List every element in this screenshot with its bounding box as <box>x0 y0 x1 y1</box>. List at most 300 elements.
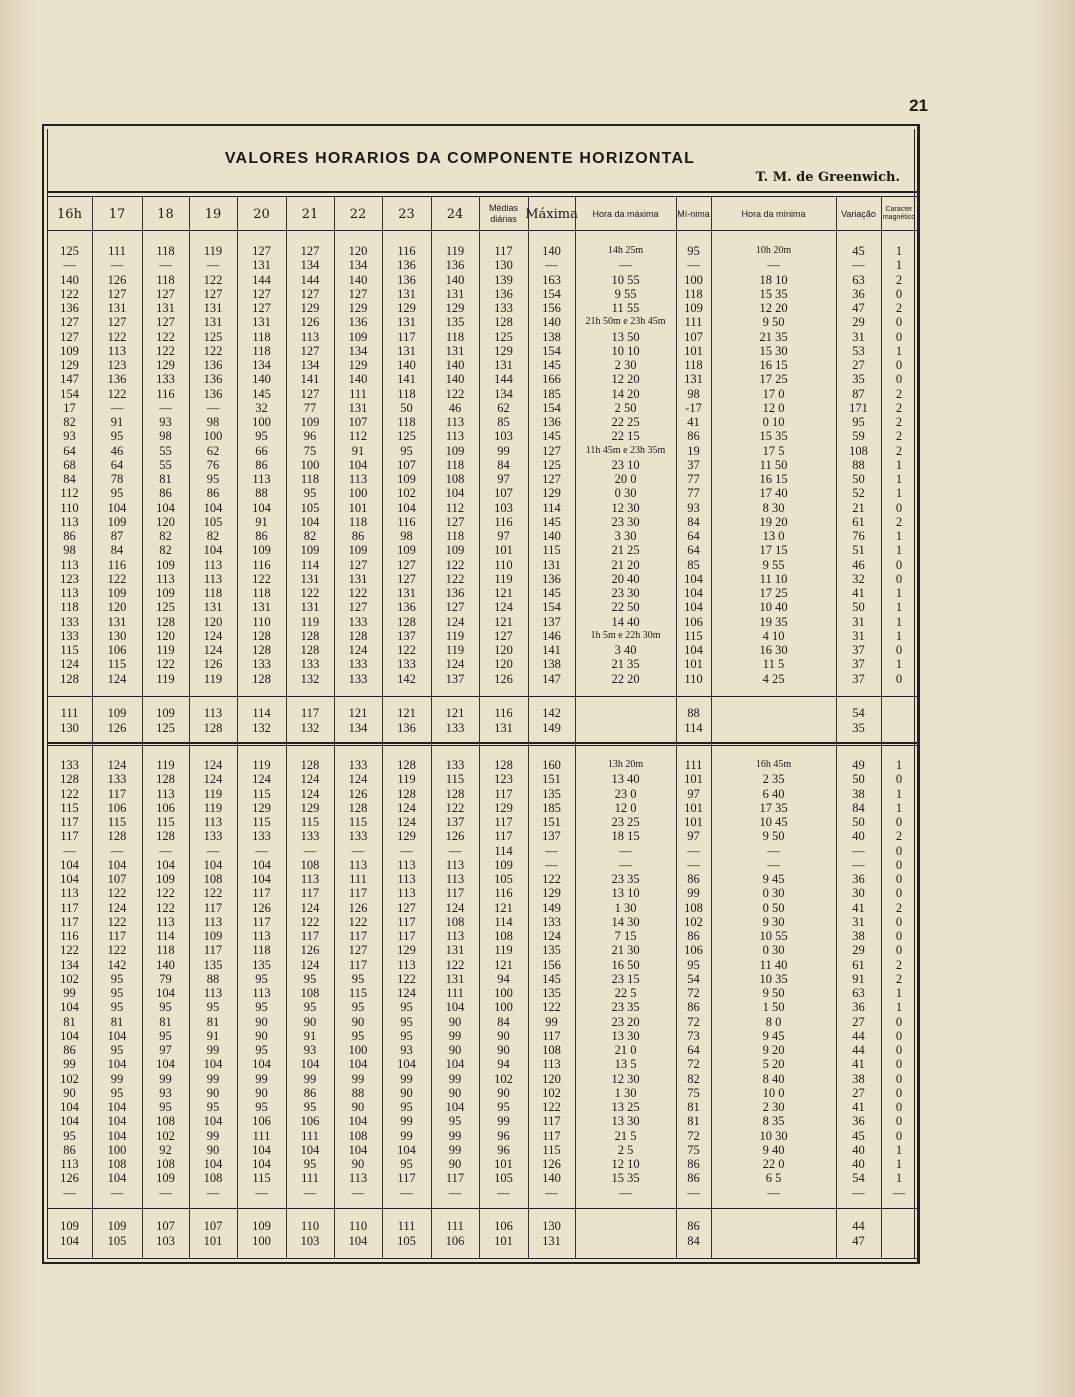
table-cell: 121 <box>494 957 513 972</box>
table-cell: 90 <box>255 1085 268 1100</box>
table-cell: 111 <box>301 1128 319 1143</box>
table-cell: 31 <box>852 628 865 643</box>
table-cell: 95 <box>255 971 268 986</box>
table-cell: 105 <box>107 1234 127 1248</box>
table-cell: 108 <box>203 1171 223 1186</box>
column-header: 20 <box>253 206 270 222</box>
table-cell: 113 <box>203 986 223 1000</box>
table-cell: 0 <box>895 1028 903 1043</box>
table-cell: 117 <box>542 1114 561 1129</box>
table-cell: 21 25 <box>611 543 640 558</box>
table-cell: 129 <box>445 301 465 315</box>
table-cell: 110 <box>252 614 271 629</box>
table-cell: 1 <box>895 543 903 558</box>
table-cell: 113 <box>397 957 416 972</box>
table-cell: 111 <box>301 1171 319 1186</box>
table-cell: 136 <box>397 272 416 287</box>
table-cell: 108 <box>107 1157 127 1171</box>
table-cell: 104 <box>107 1028 127 1043</box>
table-cell: 54 <box>687 971 700 986</box>
table-cell: 136 <box>60 301 79 315</box>
table-cell: 109 <box>397 472 416 486</box>
table-cell: 106 <box>684 614 703 629</box>
table-cell: 140 <box>156 957 175 972</box>
table-cell: 78 <box>110 472 124 486</box>
table-cell: 1 <box>895 1000 903 1015</box>
table-cell: 104 <box>156 986 175 1000</box>
table-cell: 3 30 <box>614 529 637 543</box>
table-cell: 100 <box>494 986 513 1000</box>
table-cell: 126 <box>60 1171 79 1186</box>
table-cell: 135 <box>542 986 561 1000</box>
table-cell: 98 <box>63 543 76 558</box>
table-cell: 47 <box>852 1234 865 1248</box>
table-cell: 9 50 <box>762 829 785 844</box>
table-cell: 133 <box>156 372 175 387</box>
table-cell: 17 0 <box>762 386 785 401</box>
table-cell: 95 <box>400 1028 413 1043</box>
table-cell: — <box>767 857 780 872</box>
table-cell: 117 <box>494 815 513 829</box>
table-cell: 7 15 <box>614 929 637 943</box>
table-cell: 15 35 <box>759 429 788 444</box>
table-cell: 151 <box>542 815 561 829</box>
table-cell: 102 <box>684 914 703 929</box>
table-cell: 99 <box>206 1128 220 1143</box>
table-cell: 109 <box>494 857 513 872</box>
table-cell: 40 <box>852 1142 865 1157</box>
table-cell: 41 <box>852 586 865 600</box>
table-cell: 132 <box>300 721 320 735</box>
table-cell: 102 <box>60 971 79 986</box>
table-cell: 125 <box>156 600 175 615</box>
table-cell: 104 <box>300 514 320 529</box>
table-cell: — <box>545 258 558 273</box>
table-cell: 142 <box>397 671 416 686</box>
table-cell: — <box>303 843 317 858</box>
table-cell: 122 <box>107 386 127 401</box>
table-cell: 127 <box>348 557 368 572</box>
table-cell: 122 <box>60 786 79 801</box>
table-cell: 140 <box>445 358 465 372</box>
table-cell: 27 <box>852 1085 865 1100</box>
table-cell: 63 <box>852 986 865 1000</box>
table-cell: 113 <box>60 557 79 572</box>
table-cell: 103 <box>494 429 513 444</box>
table-cell: 2 <box>895 272 903 287</box>
table-cell: 101 <box>684 815 703 829</box>
table-cell: 50 <box>852 472 865 486</box>
table-cell: 0 <box>895 643 903 657</box>
table-cell: — <box>892 1185 906 1200</box>
table-cell: 0 <box>895 1128 903 1143</box>
table-cell: 117 <box>397 914 416 929</box>
table-cell: 86 <box>63 1043 76 1057</box>
table-cell: 120 <box>203 614 223 629</box>
table-cell: 73 <box>687 1028 700 1043</box>
table-cell: 86 <box>351 529 365 543</box>
table-cell: 77 <box>687 486 700 501</box>
table-cell: — <box>159 843 172 858</box>
table-cell: 95 <box>852 415 865 429</box>
table-cell: 32 <box>255 400 268 415</box>
rule-line <box>47 1258 917 1259</box>
table-cell: 14h 25m <box>607 245 644 256</box>
table-cell: 134 <box>494 386 513 401</box>
table-cell: 16 30 <box>759 643 788 657</box>
table-cell: 140 <box>445 372 465 387</box>
table-cell: 113 <box>348 472 368 486</box>
table-cell: 109 <box>107 706 127 720</box>
table-cell: 19 20 <box>759 514 788 529</box>
table-cell: 101 <box>684 772 703 787</box>
table-cell: 121 <box>397 706 416 720</box>
table-cell: 115 <box>107 657 127 672</box>
table-cell: 149 <box>542 900 561 915</box>
table-cell: 126 <box>252 900 271 915</box>
table-cell: 72 <box>687 986 700 1000</box>
table-cell: 20 40 <box>611 571 640 586</box>
table-cell: 122 <box>445 957 465 972</box>
table-cell: 96 <box>497 1128 510 1143</box>
table-cell: 140 <box>542 529 561 543</box>
table-cell: 144 <box>252 272 271 287</box>
table-cell: 118 <box>156 943 175 958</box>
table-cell: 23 20 <box>611 1014 640 1029</box>
table-cell: 113 <box>348 857 368 872</box>
table-cell: 115 <box>348 986 368 1000</box>
column-header: Caracter magnético <box>882 206 916 221</box>
table-cell: 14 30 <box>611 914 640 929</box>
table-cell: 95 <box>110 429 124 444</box>
table-cell: — <box>619 258 632 273</box>
table-cell: 134 <box>60 957 79 972</box>
table-cell: 62 <box>497 400 510 415</box>
table-cell: 22 5 <box>614 986 637 1000</box>
table-cell: 46 <box>448 400 462 415</box>
table-cell: 0 30 <box>762 943 785 958</box>
table-cell: 127 <box>156 315 175 330</box>
table-cell: 131 <box>300 571 320 586</box>
table-cell: 10 55 <box>759 929 788 943</box>
table-cell: 136 <box>397 600 416 615</box>
table-cell: — <box>687 258 700 273</box>
table-cell: 17 5 <box>762 443 785 458</box>
table-cell: 102 <box>494 1071 513 1086</box>
table-cell: 0 <box>895 1085 903 1100</box>
table-cell: 127 <box>107 286 127 301</box>
table-cell: 119 <box>445 643 465 657</box>
table-cell: 91 <box>206 1028 220 1043</box>
table-cell: 111 <box>108 244 126 258</box>
table-cell: 129 <box>348 358 368 372</box>
table-cell: 104 <box>252 1157 271 1171</box>
table-cell: 81 <box>159 472 172 486</box>
table-cell: 95 <box>255 429 268 444</box>
table-cell: 124 <box>252 772 271 787</box>
table-cell: 122 <box>252 571 271 586</box>
table-cell: 133 <box>107 772 127 787</box>
table-cell: 131 <box>156 301 175 315</box>
table-cell: 16 15 <box>759 472 788 486</box>
table-cell: 100 <box>494 1000 513 1015</box>
table-cell: 97 <box>687 786 700 801</box>
table-cell: 95 <box>303 1000 317 1015</box>
table-cell: 109 <box>300 415 320 429</box>
table-cell: 118 <box>252 343 271 358</box>
table-cell: 131 <box>445 343 465 358</box>
table-cell: 154 <box>542 343 561 358</box>
table-cell: 49 <box>852 758 865 772</box>
table-cell: 95 <box>255 1100 268 1114</box>
table-cell: 105 <box>203 514 223 529</box>
rule-line <box>47 696 917 697</box>
table-cell: 86 <box>206 486 220 501</box>
table-cell: 118 <box>684 286 703 301</box>
table-cell: 140 <box>445 272 465 287</box>
table-cell: 133 <box>397 657 416 672</box>
table-cell: 13h 20m <box>607 759 644 770</box>
table-cell: 138 <box>542 329 561 344</box>
column-header: 21 <box>301 206 319 222</box>
table-cell: 88 <box>351 1085 365 1100</box>
table-cell: 1h 5m e 22h 30m <box>590 629 661 641</box>
table-cell: 121 <box>494 614 513 629</box>
table-cell: 104 <box>397 1057 416 1072</box>
table-cell: 0 <box>895 843 903 858</box>
table-cell: 84 <box>497 1014 510 1029</box>
table-cell: 129 <box>252 800 271 815</box>
column-header: Variação <box>841 208 876 219</box>
table-cell: 77 <box>303 400 317 415</box>
table-cell: 117 <box>107 929 127 943</box>
table-cell: 55 <box>159 457 172 472</box>
table-cell: 127 <box>542 443 561 458</box>
table-cell: 108 <box>684 900 703 915</box>
table-cell: 124 <box>300 900 320 915</box>
table-cell: — <box>255 843 268 858</box>
table-cell: 114 <box>252 706 271 720</box>
table-cell: 4 25 <box>762 671 785 686</box>
table-cell: 61 <box>852 514 865 529</box>
table-cell: 128 <box>397 786 416 801</box>
table-cell: 81 <box>206 1014 220 1029</box>
column-header: Máxima <box>525 206 578 222</box>
table-cell: 127 <box>397 571 416 586</box>
table-cell: 86 <box>687 872 700 886</box>
table-cell: 10 10 <box>611 343 640 358</box>
table-cell: 135 <box>542 786 561 801</box>
table-cell: 126 <box>203 657 223 672</box>
table-title: VALORES HORARIOS DA COMPONENTE HORIZONTAL <box>224 150 696 167</box>
table-cell: 125 <box>397 429 416 444</box>
table-cell: 137 <box>542 829 561 844</box>
table-cell: 107 <box>397 457 416 472</box>
table-cell: 127 <box>397 557 416 572</box>
table-cell: 126 <box>348 900 368 915</box>
table-cell: — <box>852 258 865 273</box>
table-cell: 95 <box>110 971 124 986</box>
table-cell: 79 <box>159 971 172 986</box>
table-cell: 12 30 <box>611 1071 640 1086</box>
table-cell: 113 <box>156 571 175 586</box>
table-cell: 72 <box>687 1014 700 1029</box>
table-cell: 133 <box>60 758 79 772</box>
table-cell: 122 <box>107 943 127 958</box>
table-cell: 98 <box>687 386 700 401</box>
table-cell: 52 <box>852 486 865 501</box>
table-cell: -17 <box>685 400 702 415</box>
table-cell: 137 <box>445 815 465 829</box>
table-cell: 112 <box>348 429 368 444</box>
table-cell: 104 <box>203 1057 223 1072</box>
table-cell: 109 <box>60 343 79 358</box>
table-cell: 0 <box>895 671 903 686</box>
table-cell: 109 <box>156 706 175 720</box>
table-cell: 101 <box>494 543 513 558</box>
table-cell: 16 50 <box>611 957 640 972</box>
table-cell: 118 <box>203 586 223 600</box>
table-cell: 113 <box>397 857 416 872</box>
table-cell: 95 <box>400 1100 413 1114</box>
table-cell: 113 <box>60 1157 79 1171</box>
table-cell: 117 <box>252 914 271 929</box>
table-cell: 111 <box>252 1128 271 1143</box>
rule-line <box>47 196 917 197</box>
table-cell: 127 <box>252 286 271 301</box>
table-cell: 119 <box>156 643 175 657</box>
table-cell: 108 <box>156 1114 175 1129</box>
table-cell: — <box>545 857 558 872</box>
table-cell: 2 <box>895 400 903 415</box>
table-cell: 126 <box>300 943 320 958</box>
table-cell: 0 <box>895 1057 903 1072</box>
table-cell: 0 <box>895 929 903 943</box>
table-cell: 107 <box>203 1219 223 1233</box>
table-cell: 136 <box>397 721 416 735</box>
table-cell: 90 <box>206 1142 220 1157</box>
table-cell: 134 <box>300 358 320 372</box>
table-cell: 6 5 <box>765 1171 782 1186</box>
table-cell: 131 <box>203 315 223 330</box>
table-cell: 117 <box>348 957 368 972</box>
column-header: Mí-nima <box>677 208 710 219</box>
table-cell: — <box>767 258 780 273</box>
table-cell: 23 35 <box>611 1000 640 1015</box>
table-cell: 99 <box>400 1128 413 1143</box>
table-cell: 115 <box>60 800 79 815</box>
table-cell: 90 <box>255 1028 268 1043</box>
table-cell: 15 35 <box>759 286 788 301</box>
table-cell: 13 40 <box>611 772 640 787</box>
table-cell: 116 <box>252 557 271 572</box>
table-cell: 95 <box>303 971 317 986</box>
table-cell: 104 <box>156 857 175 872</box>
table-cell: 115 <box>542 1142 561 1157</box>
table-cell: 171 <box>849 400 868 415</box>
table-cell: 36 <box>852 1000 865 1015</box>
table-cell: 109 <box>348 543 368 558</box>
table-cell: 51 <box>852 543 865 558</box>
table-cell: 104 <box>203 543 223 558</box>
table-cell: 101 <box>348 500 368 515</box>
table-cell: 104 <box>60 1114 79 1129</box>
table-cell: 0 <box>895 815 903 829</box>
table-cell: 154 <box>542 286 561 301</box>
table-cell: 122 <box>156 900 175 915</box>
table-cell <box>575 706 676 720</box>
table-cell: 100 <box>252 1234 271 1248</box>
table-cell: 103 <box>494 500 513 515</box>
table-cell: 131 <box>252 315 271 330</box>
table-cell: 91 <box>255 514 268 529</box>
table-cell: 95 <box>110 1000 124 1015</box>
table-cell: 123 <box>60 571 79 586</box>
table-cell: 117 <box>60 829 79 844</box>
table-cell <box>711 706 836 720</box>
table-cell: 99 <box>303 1071 317 1086</box>
table-cell: 112 <box>445 500 465 515</box>
table-cell: 108 <box>348 1128 368 1143</box>
table-cell: 88 <box>852 457 865 472</box>
table-cell: 106 <box>684 943 703 958</box>
table-cell: 18 10 <box>759 272 788 287</box>
table-cell: 117 <box>300 886 320 901</box>
table-cell: 37 <box>687 457 700 472</box>
table-cell: 133 <box>348 614 368 629</box>
table-cell: 104 <box>348 1057 368 1072</box>
table-cell: 130 <box>494 258 513 273</box>
table-cell: 109 <box>107 514 127 529</box>
table-cell: 124 <box>203 628 223 643</box>
table-cell: 115 <box>156 815 175 829</box>
table-cell: 77 <box>687 472 700 486</box>
table-cell: 86 <box>687 429 700 444</box>
table-cell: 88 <box>255 486 268 501</box>
table-cell: 111 <box>446 1219 464 1233</box>
table-cell: 113 <box>252 472 271 486</box>
table-cell: 131 <box>494 358 513 372</box>
table-cell: 88 <box>687 706 700 720</box>
table-cell: 136 <box>445 258 465 273</box>
table-cell: 133 <box>348 671 368 686</box>
table-cell: 128 <box>397 758 416 772</box>
table-cell: 98 <box>159 429 172 444</box>
table-cell: 102 <box>156 1128 175 1143</box>
table-cell: 119 <box>445 628 465 643</box>
table-cell: 93 <box>159 415 172 429</box>
table-cell: 141 <box>397 372 416 387</box>
table-cell: 84 <box>110 543 124 558</box>
table-cell: 133 <box>445 721 465 735</box>
table-cell: 117 <box>542 1128 561 1143</box>
table-cell: — <box>687 843 700 858</box>
table-cell: 122 <box>203 272 223 287</box>
table-cell: 23 0 <box>614 786 637 801</box>
table-cell: 90 <box>448 1014 462 1029</box>
column-header: Hora da máxima <box>592 208 659 219</box>
table-cell: 93 <box>687 500 700 515</box>
table-cell: 104 <box>445 1057 465 1072</box>
table-cell: 133 <box>300 657 320 672</box>
table-cell: 9 45 <box>762 1028 785 1043</box>
table-cell: 126 <box>300 315 320 330</box>
table-cell: 22 0 <box>762 1157 785 1171</box>
table-cell: 54 <box>852 706 865 720</box>
table-cell: 121 <box>348 706 368 720</box>
table-cell: 45 <box>852 244 865 258</box>
table-cell: 116 <box>494 514 513 529</box>
